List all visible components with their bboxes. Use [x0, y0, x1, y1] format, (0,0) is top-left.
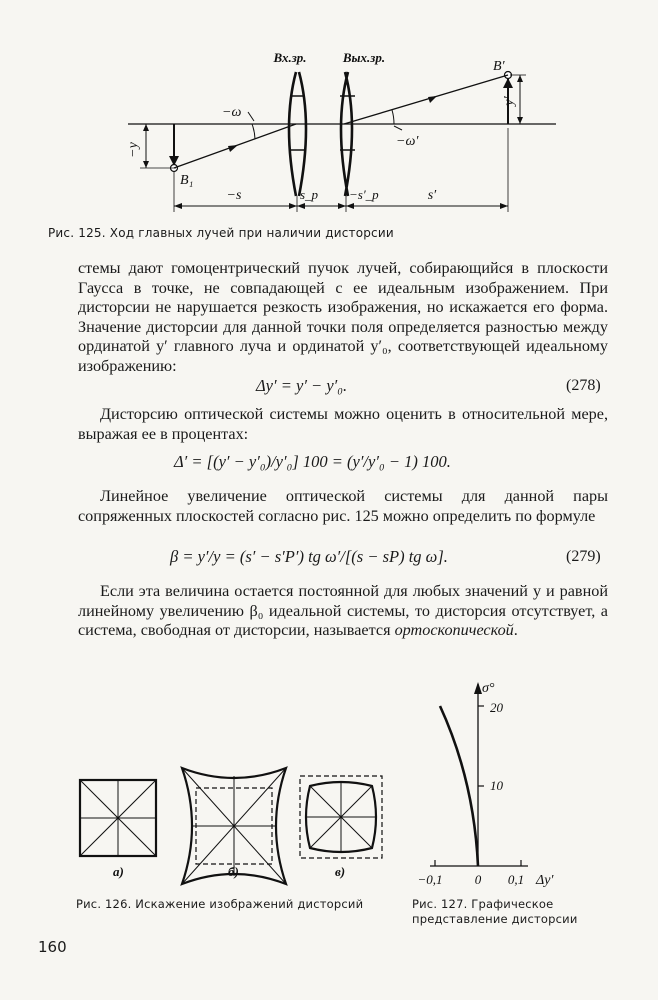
axis-sigma-label: σ° — [482, 681, 495, 696]
label-c: в) — [335, 864, 346, 879]
entrance-pupil-label: Вх.зр. — [273, 50, 307, 65]
formula-relative-distortion: Δ′ = [(y′ − y′₀)/y′₀] 100 = (y′/y′₀ − 1) 100. — [174, 452, 451, 471]
label-yprime: y′ — [502, 96, 517, 106]
paragraph-4-term: ортоскопической — [394, 621, 514, 639]
figure-127-distortion-plot — [0, 670, 658, 920]
formula-278: Δy′ = y′ − y′₀. — [256, 376, 348, 395]
paragraph-4-end: . — [513, 621, 518, 639]
chief-ray-image — [344, 75, 508, 124]
label-minus-s: −s — [226, 188, 242, 203]
page-number: 160 — [38, 938, 67, 956]
label-sprime: s′ — [427, 188, 437, 203]
figure-126-caption: Рис. 126. Искажение изображений дисторсий — [76, 897, 364, 911]
label-b1: B₁ — [180, 173, 194, 188]
distortion-curve — [440, 706, 478, 866]
figure-125-ray-diagram — [0, 0, 658, 230]
figure-127-caption-line-2: представление дисторсии — [412, 912, 578, 926]
tick-0: 0 — [474, 872, 482, 887]
paragraph-2: Дисторсию оптической системы можно оценить в относительной мере, выражая ее в процентах: — [78, 405, 608, 443]
label-b: б) — [228, 864, 239, 879]
label-a: а) — [113, 864, 124, 879]
label-minus-y: −y — [126, 142, 141, 158]
equation-number-279: (279) — [566, 548, 601, 565]
equation-number-278: (278) — [566, 377, 601, 394]
paragraph-4-text: Если эта величина остается постоянной для любых значений y и равной линейному увеличению β₀ идеальной системы, то дисторсия отсутствует, а система, свободная от дисторсии, называется — [78, 582, 608, 639]
tick-01: 0,1 — [507, 872, 525, 887]
label-minus-omega-prime: −ω′ — [396, 134, 419, 149]
label-bprime: B′ — [493, 59, 505, 74]
figure-127-caption-line-1: Рис. 127. Графическое — [412, 897, 554, 911]
tick-20: 20 — [490, 700, 503, 715]
lens-2 — [341, 72, 352, 196]
paragraph-4 — [78, 582, 608, 642]
label-minus-omega: −ω — [222, 105, 242, 120]
tick-10: 10 — [490, 778, 503, 793]
lens-1 — [289, 72, 306, 196]
tick-minus-01: −0,1 — [417, 872, 443, 887]
label-sp: s_p — [300, 187, 319, 202]
axis-delta-y-label: Δy′ — [536, 873, 554, 888]
figure-125-caption: Рис. 125. Ход главных лучей при наличии дисторсии — [48, 226, 394, 240]
exit-pupil-label: Вых.зр. — [342, 50, 386, 65]
paragraph-1: стемы дают гомоцентрический пучок лучей, собирающийся в плоскости Гаусса в точке, не совпадающей с ее идеальным изображением. При дисторсии не нарушается резкость изображения, но искажается его форма. Значение дисторсии для данной точки поля определяется разностью между ординатой y′ главного луча и ординатой y′₀, соответствующей идеальному изображению: — [78, 259, 608, 375]
paragraph-3: Линейное увеличение оптической системы для данной пары сопряженных плоскостей согласно рис. 125 можно определить по формуле — [78, 487, 608, 525]
label-minus-sp-prime: −s′_p — [349, 187, 379, 202]
formula-279: β = y′/y = (s′ − s′P′) tg ω′/[(s − sP) tg ω]. — [170, 547, 448, 566]
